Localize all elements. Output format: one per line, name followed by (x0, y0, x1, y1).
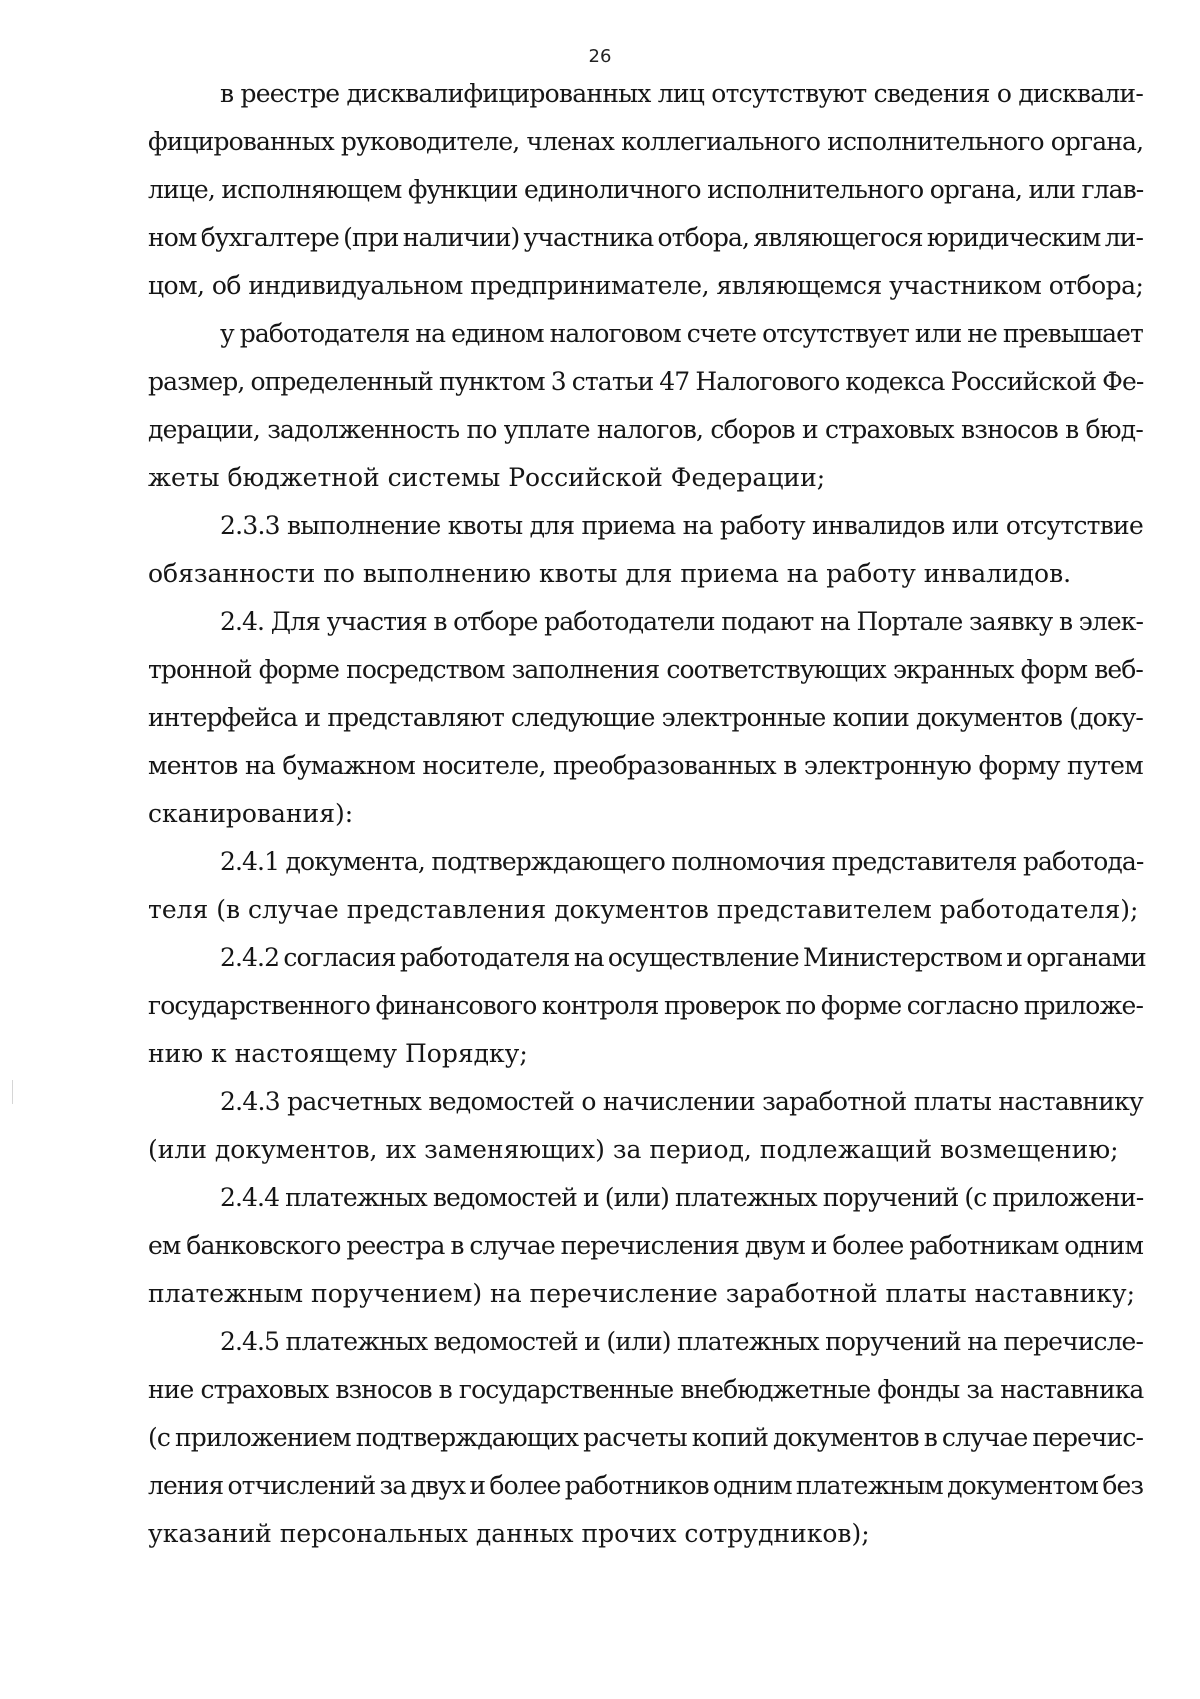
text-line: 2.4.4 платежных ведомостей и (или) платежных поручений (с приложени- (220, 1183, 1144, 1212)
paragraph (148, 1078, 1143, 1174)
text-line: 2.4.3 расчетных ведомостей о начислении заработной платы наставнику (220, 1087, 1143, 1116)
scan-artifact (12, 1080, 13, 1104)
paragraph (148, 1318, 1143, 1558)
text-line: тронной форме посредством заполнения соответствующих экранных форм веб- (148, 655, 1143, 684)
text-line: фицированных руководителе, членах коллегиального исполнительного органа, (148, 127, 1144, 156)
text-line: 2.3.3 выполнение квоты для приема на работу инвалидов или отсутствие (220, 511, 1143, 540)
page-number: 26 (588, 46, 612, 67)
text-line: ментов на бумажном носителе, преобразованных в электронную форму путем (148, 751, 1143, 780)
text-line: жеты бюджетной системы Российской Федерации; (148, 463, 826, 492)
paragraph (148, 598, 1143, 838)
text-line: дерации, задолженность по уплате налогов, сборов и страховых взносов в бюд- (148, 415, 1143, 444)
text-line: у работодателя на едином налоговом счете отсутствует или не превышает (220, 319, 1143, 348)
text-line: лице, исполняющем функции единоличного исполнительного органа, или глав- (148, 175, 1144, 204)
text-line: ние страховых взносов в государственные внебюджетные фонды за наставника (148, 1375, 1144, 1404)
text-line: платежным поручением) на перечисление заработной платы наставнику; (148, 1279, 1136, 1308)
paragraph (148, 502, 1143, 598)
text-line: ном бухгалтере (при наличии) участника отбора, являющегося юридическим ли- (148, 223, 1143, 252)
text-line: размер, определенный пунктом 3 статьи 47 Налогового кодекса Российской Фе- (148, 367, 1144, 396)
text-line: интерфейса и представляют следующие электронные копии документов (доку- (148, 703, 1143, 732)
text-line: 2.4.2 согласия работодателя на осуществление Министерством и органами (220, 943, 1146, 972)
paragraph (148, 70, 1143, 310)
text-line: ления отчислений за двух и более работников одним платежным документом без (148, 1471, 1144, 1500)
paragraph (148, 838, 1143, 934)
text-line: государственного финансового контроля проверок по форме согласно приложе- (148, 991, 1143, 1020)
text-line: (или документов, их заменяющих) за период, подлежащий возмещению; (148, 1135, 1119, 1164)
text-line: 2.4.5 платежных ведомостей и (или) платежных поручений на перечисле- (220, 1327, 1143, 1356)
text-line: сканирования): (148, 799, 354, 828)
paragraph (148, 934, 1146, 1078)
text-line: в реестре дисквалифицированных лиц отсутствуют сведения о дисквали- (220, 79, 1143, 108)
text-line: 2.4.1 документа, подтверждающего полномочия представителя работода- (220, 847, 1144, 876)
text-line: 2.4. Для участия в отборе работодатели подают на Портале заявку в элек- (220, 607, 1143, 636)
text-line: теля (в случае представления документов представителем работодателя); (148, 895, 1139, 924)
text-line: указаний персональных данных прочих сотрудников); (148, 1519, 870, 1548)
text-line: ем банковского реестра в случае перечисления двум и более работникам одним (148, 1231, 1143, 1260)
document-body (148, 70, 1146, 1558)
text-line: нию к настоящему Порядку; (148, 1039, 528, 1068)
text-line: обязанности по выполнению квоты для приема на работу инвалидов. (148, 559, 1072, 588)
text-line: (с приложением подтверждающих расчеты копий документов в случае перечис- (148, 1423, 1144, 1452)
paragraph (148, 310, 1143, 502)
paragraph (148, 1174, 1143, 1318)
text-line: цом, об индивидуальном предпринимателе, являющемся участником отбора; (148, 271, 1144, 300)
